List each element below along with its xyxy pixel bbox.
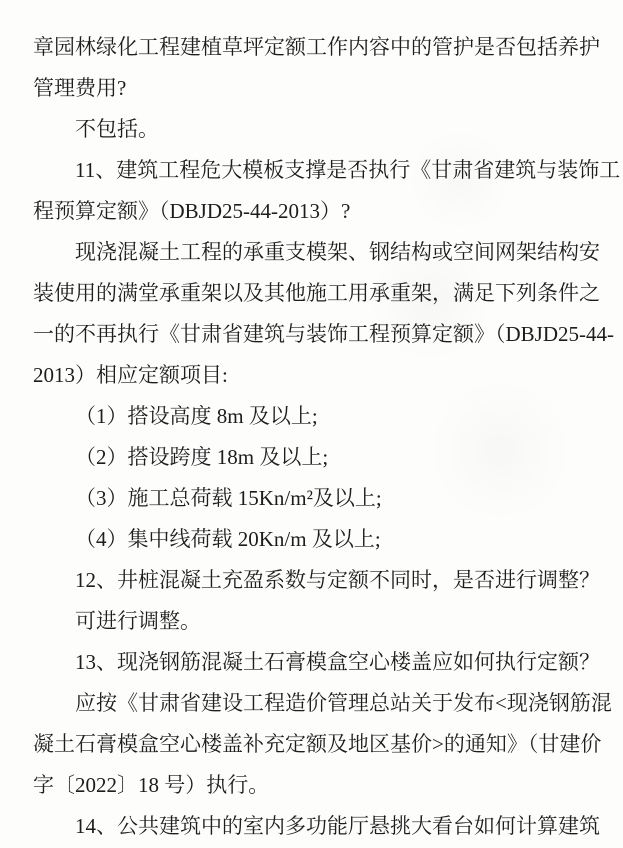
text-line: 章园林绿化工程建植草坪定额工作内容中的管护是否包括养护 xyxy=(33,35,600,59)
text-line: 不包括。 xyxy=(75,117,159,141)
text-line: （3）施工总荷载 15Kn/m²及以上; xyxy=(75,486,382,510)
text-line: 装使用的满堂承重架以及其他施工用承重架，满足下列条件之 xyxy=(33,281,600,305)
text-line: 可进行调整。 xyxy=(75,609,201,633)
text-line: （4）集中线荷载 20Kn/m 及以上; xyxy=(75,527,381,551)
text-line: 11、建筑工程危大模板支撑是否执行《甘肃省建筑与装饰工 xyxy=(75,158,621,182)
text-line: 管理费用? xyxy=(33,76,127,100)
text-line: 14、公共建筑中的室内多功能厅悬挑大看台如何计算建筑 xyxy=(75,814,600,838)
text-line: 程预算定额》（DBJD25-44-2013）? xyxy=(33,199,351,223)
text-line: 现浇混凝土工程的承重支模架、钢结构或空间网架结构安 xyxy=(75,240,600,264)
document-text-block xyxy=(33,27,621,847)
text-line: 字〔2022〕18 号）执行。 xyxy=(33,773,270,797)
text-line: 应按《甘肃省建设工程造价管理总站关于发布<现浇钢筋混 xyxy=(75,691,612,715)
text-line: （1）搭设高度 8m 及以上; xyxy=(75,404,318,428)
text-line: 12、井桩混凝土充盈系数与定额不同时，是否进行调整？ xyxy=(75,568,600,592)
text-line: 13、现浇钢筋混凝土石膏模盒空心楼盖应如何执行定额？ xyxy=(75,650,600,674)
text-line: 一的不再执行《甘肃省建筑与装饰工程预算定额》（DBJD25-44- xyxy=(33,322,614,346)
text-line: 凝土石膏模盒空心楼盖补充定额及地区基价>的通知》（甘建价 xyxy=(33,732,602,756)
text-line: 2013）相应定额项目: xyxy=(33,363,228,387)
text-line: （2）搭设跨度 18m 及以上; xyxy=(75,445,329,469)
